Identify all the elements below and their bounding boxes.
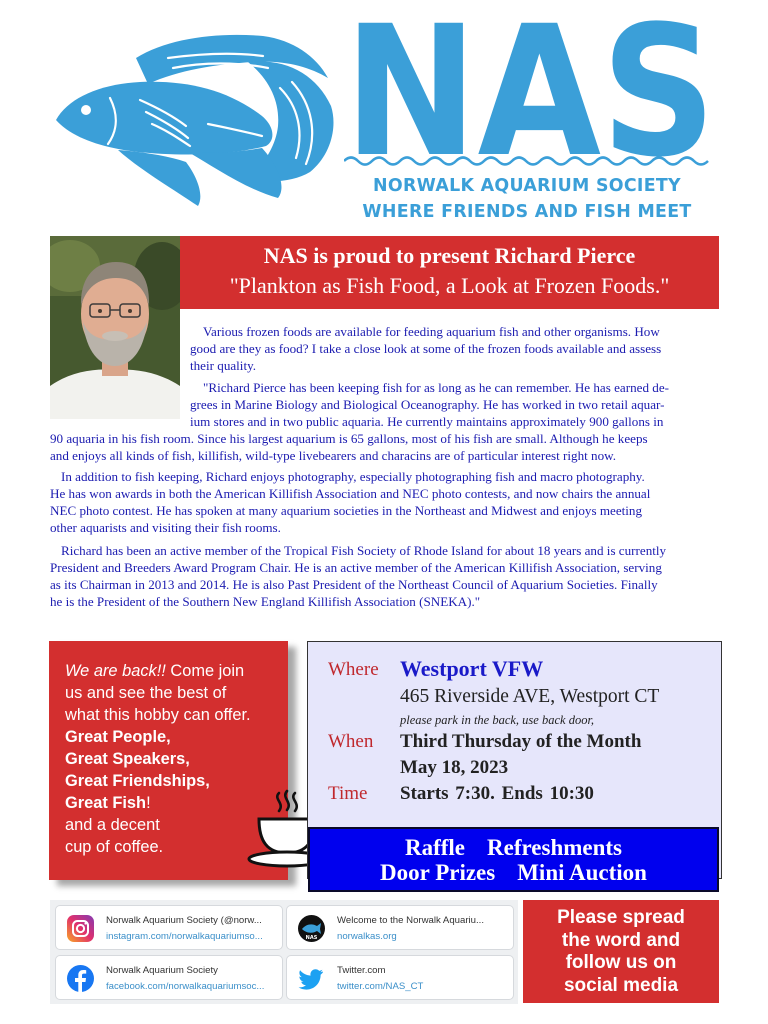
venue-address: 465 Riverside AVE, Westport CT — [400, 686, 660, 707]
card-title: Welcome to the Norwalk Aquariu... — [337, 915, 484, 926]
card-title: Twitter.com — [337, 965, 386, 976]
tagline: WHERE FRIENDS AND FISH MEET — [362, 202, 692, 222]
card-title: Norwalk Aquarium Society — [106, 965, 218, 976]
meeting-schedule: Third Thursday of the Month — [400, 731, 642, 752]
paragraph-line: their quality. — [190, 358, 257, 373]
spread-line: Please spread — [557, 907, 685, 928]
spread-line: the word and — [561, 929, 681, 951]
venue-name: Westport VFW — [400, 656, 544, 681]
title-banner — [180, 236, 719, 309]
invite-text: cup of coffee. — [65, 838, 164, 856]
social-links-panel — [50, 900, 518, 1004]
card-url: instagram.com/norwalkaquariumso... — [106, 931, 263, 942]
paragraph-line: President and Breeders Award Program Chair. He is an active member of the American Killifish Association, serving — [50, 560, 662, 575]
paragraph-line: he is the President of the Southern New England Killifish Association (SNEKA)." — [50, 594, 481, 609]
paragraph-line: NEC photo contest. He has spoken at many aquarium societies in the Northeast and Midwest and enjoys meeting — [50, 503, 642, 518]
time-label: Time — [328, 783, 368, 804]
we-are-back-text: We are back!! — [65, 662, 166, 680]
svg-text:NAS: NAS — [344, 6, 716, 166]
great-friendships-text: Great Friendships, — [65, 772, 210, 790]
meeting-time: Starts 7:30. Ends 10:30 — [400, 783, 594, 804]
paragraph-line: as its Chairman in 2013 and 2014. He is also Past President of the Northeast Council of Aquarium Societies. Finally — [50, 577, 658, 592]
card-url: twitter.com/NAS_CT — [337, 981, 424, 992]
paragraph-line: He has won awards in both the American Killifish Association and NEC photo contests, and now chairs the annual — [50, 486, 651, 501]
event-details-box — [307, 641, 722, 885]
paragraph-line: Various frozen foods are available for feeding aquarium fish and other organisms. How — [203, 324, 660, 339]
paragraph-line: good are they as food? I take a close look at some of the frozen foods available and assess — [190, 341, 662, 356]
paragraph-line: grees in Marine Biology and Biological Oceanography. He has worked in two retail aquar- — [190, 397, 665, 412]
door-prizes-text: Door Prizes — [380, 860, 496, 885]
paragraph-line: 90 aquaria in his fish room. Since his largest aquarium is 65 gallons, most of his fish are small. Although he keeps — [50, 431, 648, 446]
twitter-link-card[interactable] — [286, 955, 514, 1000]
great-people-text: Great People, — [65, 728, 171, 746]
invite-text: us and see the best of — [65, 684, 227, 702]
paragraph-bio — [50, 379, 669, 464]
event-extras-banner — [308, 827, 719, 892]
wave-divider — [344, 152, 714, 170]
exclamation-text: ! — [146, 794, 151, 812]
nas-logo-text — [340, 6, 720, 166]
meeting-date: May 18, 2023 — [400, 757, 509, 778]
paragraph-membership — [50, 542, 666, 610]
paragraph-line: In addition to fish keeping, Richard enjoys photography, especially photographing fish and macro photography. — [61, 469, 645, 484]
paragraph-line: other aquarists and visiting their fish rooms. — [50, 520, 281, 535]
facebook-icon — [66, 964, 95, 993]
spread-line: follow us on — [565, 952, 677, 973]
spread-line: social media — [563, 974, 679, 996]
betta-fish-logo — [48, 28, 336, 208]
instagram-link-card[interactable] — [55, 905, 283, 950]
paragraph-line: and enjoys all kinds of fish, killifish, wild-type livebearers and characins are of particular interest right now. — [50, 448, 617, 463]
paragraph-photography — [50, 468, 650, 536]
instagram-icon — [66, 914, 95, 943]
paragraph-line: "Richard Pierce has been keeping fish for as long as he can remember. He has earned de- — [203, 380, 669, 395]
invite-text: Come join — [165, 662, 245, 680]
paragraph-line: Richard has been an active member of the Tropical Fish Society of Rhode Island for about 18 years and is currently — [61, 543, 667, 558]
nas-logo-icon — [297, 914, 326, 943]
svg-text:NAS: NAS — [305, 935, 318, 941]
paragraph-intro — [190, 323, 661, 374]
great-speakers-text: Great Speakers, — [65, 750, 190, 768]
invitation-box — [49, 641, 288, 880]
parking-note: please park in the back, use back door, — [400, 713, 595, 727]
refreshments-text: Refreshments — [487, 835, 623, 860]
card-url: facebook.com/norwalkaquariumsoc... — [106, 981, 265, 992]
paragraph-line: ium stores and in two public aquaria. He currently maintains approximately 900 gallons in — [190, 414, 664, 429]
spread-the-word-box — [523, 900, 719, 1003]
card-url: norwalkas.org — [337, 931, 397, 942]
invite-text: what this hobby can offer. — [65, 706, 251, 724]
article-subtitle: "Plankton as Fish Food, a Look at Frozen Foods." — [229, 273, 670, 298]
card-title: Norwalk Aquarium Society (@norw... — [106, 915, 262, 926]
facebook-link-card[interactable] — [55, 955, 283, 1000]
raffle-text: Raffle — [404, 835, 466, 860]
twitter-icon — [297, 964, 326, 993]
mini-auction-text: Mini Auction — [517, 860, 647, 885]
article-title: NAS is proud to present Richard Pierce — [263, 243, 636, 268]
where-label: Where — [328, 659, 379, 680]
when-label: When — [328, 731, 374, 752]
invite-text: and a decent — [65, 816, 160, 834]
great-fish-text: Great Fish — [65, 794, 147, 812]
organization-name: NORWALK AQUARIUM SOCIETY — [373, 176, 681, 196]
website-link-card[interactable] — [286, 905, 514, 950]
